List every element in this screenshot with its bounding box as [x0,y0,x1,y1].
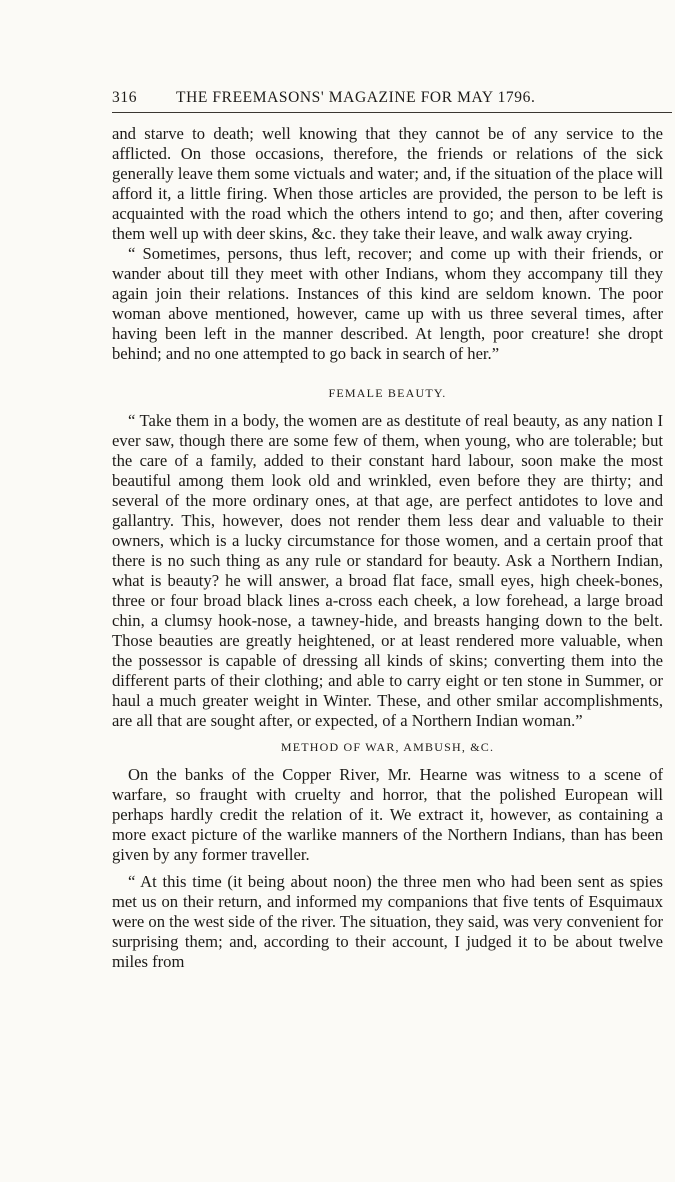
paragraph-4: On the banks of the Copper River, Mr. Hearne was witness to a scene of warfare, so fraught with cruelty and horror, that the polished European will perhaps hardly credit the relation of it. We extract it, however, as containing a more exact picture of the warlike manners of the Northern Indians, than has been given by any former traveller. [112,765,663,864]
section-heading-female-beauty: FEMALE BEAUTY. [328,386,447,400]
paragraph-5: “ At this time (it being about noon) the three men who had been sent as spies met us on their return, and informed my companions that five tents of Esquimaux were on the west side of the river. The situation, they said, was very convenient for surprising them; and, according to their account, I judged it to be about twelve miles from [112,872,663,971]
section-heading-method-of-war: METHOD OF WAR, AMBUSH, &C. [280,740,495,754]
article-body [112,124,663,972]
paragraph-gap [112,865,663,872]
paragraph-2: “ Sometimes, persons, thus left, recover; and come up with their friends, or wander about till they meet with other Indians, whom they accompany till they again join their relations. Instances of this kind are seldom known. The poor woman above mentioned, however, came up with us three several times, after having been left in the manner described. At length, poor creature! she dropt behind; and no one attempted to go back in search of her.” [112,244,663,363]
paragraph-1: and starve to death; well knowing that they cannot be of any service to the afflicted. On those occasions, therefore, the friends or relations of the sick generally leave them some victuals and water; and, if the situation of the place will afford it, a little firing. When those articles are provided, the person to be left is acquainted with the road which the others intend to go; and then, after covering them well up with deer skins, &c. they take their leave, and walk away crying. [112,124,663,243]
section-gap [112,731,663,738]
page-number: 316 [112,89,138,106]
header-rule [112,112,672,113]
running-title: THE FREEMASONS' MAGAZINE FOR MAY 1796. [176,89,536,106]
running-header [112,89,668,107]
paragraph-3: “ Take them in a body, the women are as destitute of real beauty, as any nation I ever saw, though there are some few of them, when young, who are tolerable; but the care of a family, added to their constant hard labour, soon make the most beautiful among them look old and wrinkled, even before they are thirty; and several of the more ordinary ones, at that age, are perfect antidotes to love and gallantry. This, however, does not render them less dear and valuable to their owners, which is a lucky circumstance for those women, and a certain proof that there is no such thing as any rule or standard for beauty. Ask a Northern Indian, what is beauty? he will answer, a broad flat face, small eyes, high cheek-bones, three or four broad black lines a-cross each cheek, a low forehead, a large broad chin, a clumsy hook-nose, a tawney-hide, and breasts hanging down to the belt. Those beauties are greatly heightened, or at least rendered more valuable, when the possessor is capable of dressing all kinds of skins; converting them into the different parts of their clothing; and able to carry eight or ten stone in Summer, or haul a much greater weight in Winter. These, and other smilar accomplishments, are all that are sought after, or expected, of a Northern Indian woman.” [112,411,663,730]
